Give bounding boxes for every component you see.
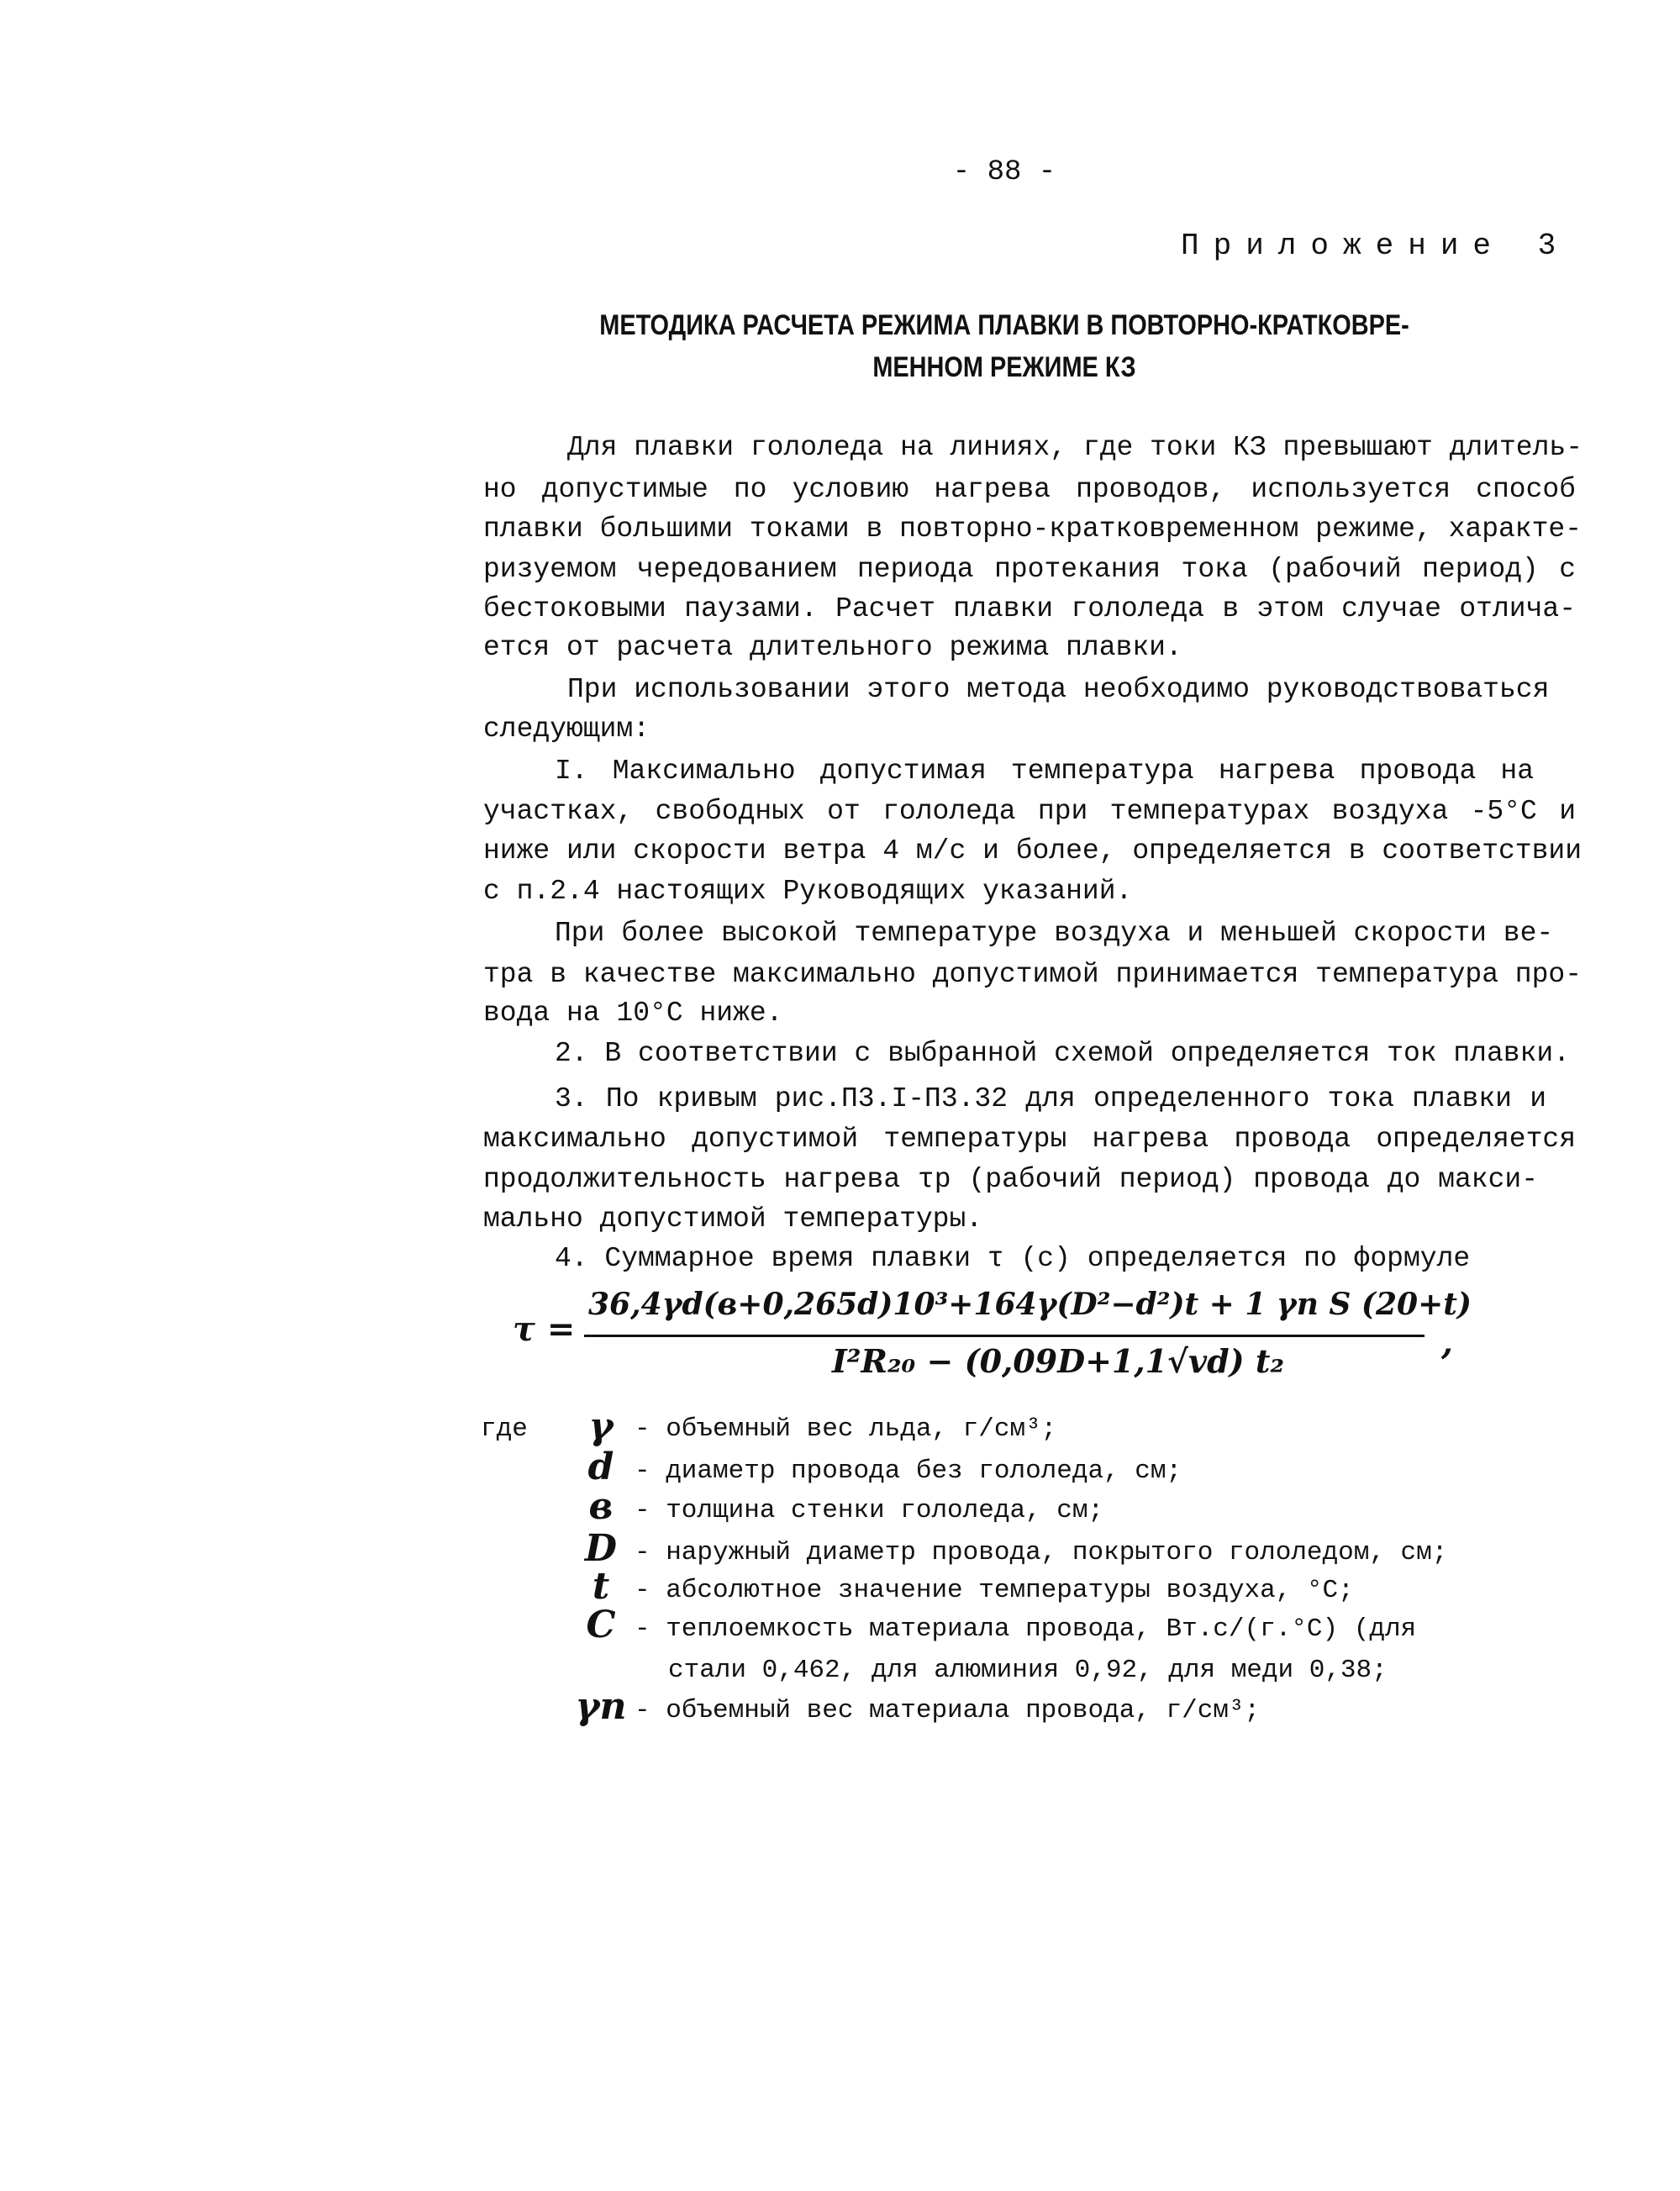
item1-line: ниже или скорости ветра 4 м/с и более, определяется в соответствии [483, 835, 1583, 866]
item1b-line: При более высокой температуре воздуха и меньшей скорости ве- [555, 918, 1554, 949]
definition-symbol: d [587, 1446, 614, 1488]
item1b-line: вода на 10°С ниже. [483, 998, 783, 1029]
item1-line: I. Максимально допустимая температура нагрева провода на [555, 756, 1534, 787]
item1-line: участках, свободных от гололеда при температурах воздуха -5°С и [483, 796, 1576, 827]
para1-line: плавки большими токами в повторно-кратковременном режиме, характе- [483, 514, 1583, 545]
para2-line: следующим: [483, 714, 650, 745]
para1-line: бестоковыми паузами. Расчет плавки гололеда в этом случае отлича- [483, 593, 1576, 624]
definition-symbol: t [592, 1565, 610, 1608]
para1-line: но допустимые по условию нагрева проводов, используется способ [483, 474, 1576, 505]
title-line-2: МЕННОМ РЕЖИМЕ КЗ [872, 351, 1136, 383]
definition-symbol: γп [575, 1685, 627, 1728]
definition-symbol: в [588, 1485, 614, 1528]
title-line-1: МЕТОДИКА РАСЧЕТА РЕЖИМА ПЛАВКИ В ПОВТОРНО-КРАТКОВРЕ- [599, 309, 1409, 341]
page-number: - 88 - [952, 156, 1056, 188]
definition-text: - абсолютное значение температуры воздуха, °С; [635, 1576, 1354, 1605]
appendix-label: Приложение 3 [1181, 229, 1571, 263]
formula-denominator: I²R₂₀ − (0,09D+1,1√vd) t₂ [832, 1342, 1285, 1380]
fraction-bar [584, 1335, 1425, 1337]
item1-line: с п.2.4 настоящих Руководящих указаний. [483, 876, 1133, 907]
formula-lhs: τ = [513, 1309, 576, 1349]
definition-text: - наружный диаметр провода, покрытого гололедом, см; [635, 1538, 1448, 1567]
definition-text: - теплоемкость материала провода, Вт.с/(г.°С) (для [635, 1614, 1417, 1644]
para1-line: Для плавки гололеда на линиях, где токи КЗ превышают длитель- [567, 432, 1583, 463]
definition-text: стали 0,462, для алюминия 0,92, для меди 0,38; [668, 1656, 1388, 1685]
definition-symbol: γ [588, 1405, 614, 1448]
definition-symbol: C [586, 1604, 616, 1646]
formula-numerator: 36,4γd(в+0,265d)10³+164γ(D²−d²)t + 1 γп S (20+t) [588, 1287, 1472, 1322]
item1b-line: тра в качестве максимально допустимой принимается температура про- [483, 959, 1583, 990]
para1-line: ризуемом чередованием периода протекания тока (рабочий период) с [483, 554, 1576, 585]
definition-symbol: D [584, 1527, 618, 1570]
item2: 2. В соответствии с выбранной схемой определяется ток плавки. [555, 1038, 1570, 1069]
item3-line: 3. По кривым рис.П3.I-П3.32 для определенного тока плавки и [555, 1083, 1546, 1114]
para2-line: При использовании этого метода необходимо руководствоваться [567, 674, 1550, 705]
para1-line: ется от расчета длительного режима плавки. [483, 632, 1182, 663]
item3-line: мально допустимой температуры. [483, 1203, 983, 1235]
where-label: где [481, 1414, 528, 1444]
formula-comma: , [1441, 1323, 1453, 1362]
definition-text: - диаметр провода без гололеда, см; [635, 1456, 1182, 1486]
definition-text: - объемный вес материала провода, г/см³; [635, 1696, 1261, 1725]
item4: 4. Суммарное время плавки τ (с) определяется по формуле [555, 1243, 1471, 1274]
item3-line: продолжительность нагрева τр (рабочий период) провода до макси- [483, 1164, 1538, 1195]
definition-text: - объемный вес льда, г/см³; [635, 1414, 1057, 1444]
item3-line: максимально допустимой температуры нагрева провода определяется [483, 1124, 1576, 1155]
definition-text: - толщина стенки гололеда, см; [635, 1496, 1104, 1525]
